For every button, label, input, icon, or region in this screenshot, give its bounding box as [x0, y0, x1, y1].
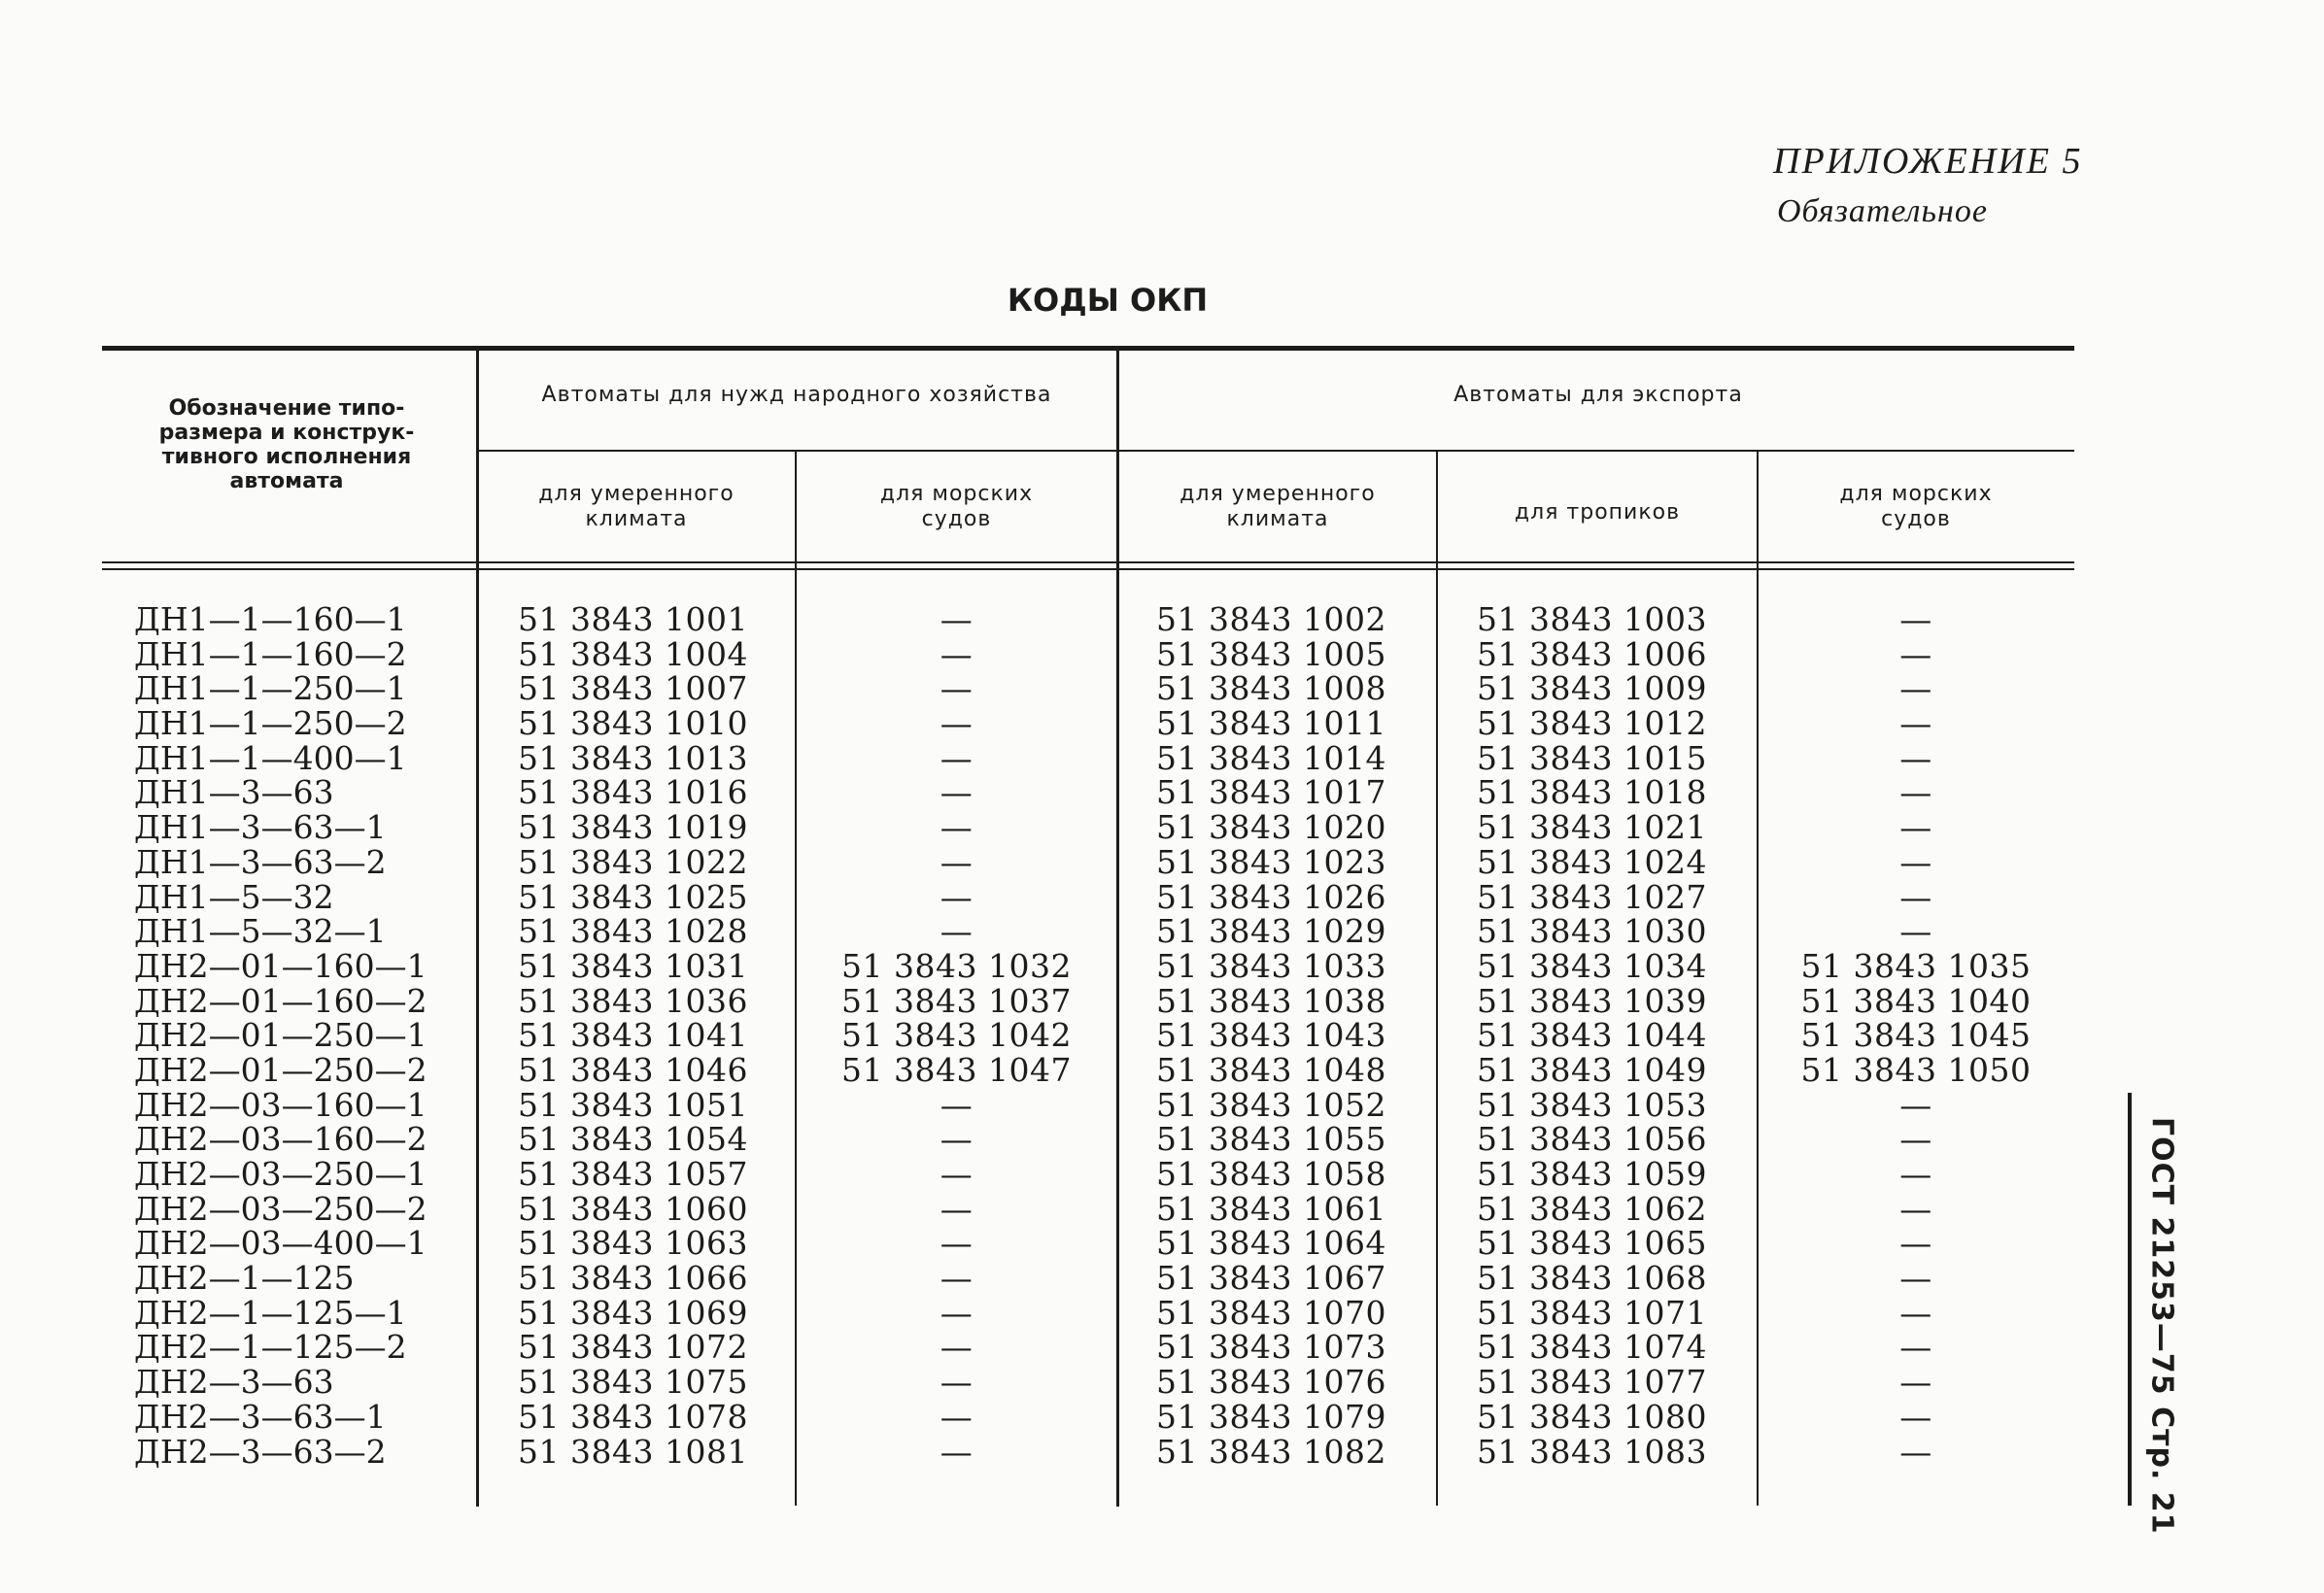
domestic-temperate-cell: 51 3843 1007	[518, 669, 748, 708]
export-temperate-cell: 51 3843 1052	[1156, 1085, 1386, 1124]
domestic-temperate-cell: 51 3843 1031	[518, 946, 748, 985]
domestic-marine-cell: —	[940, 773, 974, 812]
side-label: ГОСТ 21253—75 Стр. 21	[2144, 1117, 2179, 1535]
domestic-temperate-cell: 51 3843 1075	[518, 1363, 748, 1402]
export-marine-cell: —	[1899, 1293, 1932, 1332]
designation-cell: ДН2—01—160—1	[134, 946, 427, 985]
designation-cell: ДН2—03—160—2	[134, 1120, 427, 1159]
export-temperate-cell: 51 3843 1029	[1156, 912, 1386, 951]
designation-cell: ДН2—3—63—2	[134, 1432, 387, 1471]
designation-cell: ДН2—3—63	[134, 1363, 334, 1402]
export-temperate-cell: 51 3843 1005	[1156, 634, 1386, 673]
export-temperate-cell: 51 3843 1064	[1156, 1224, 1386, 1263]
export-tropics-cell: 51 3843 1083	[1477, 1432, 1707, 1471]
export-marine-cell: 51 3843 1035	[1800, 946, 2032, 985]
domestic-marine-cell: —	[940, 704, 974, 743]
designation-cell: ДН2—03—250—1	[134, 1155, 427, 1193]
export-tropics-cell: 51 3843 1034	[1477, 946, 1707, 985]
designation-cell: ДН2—1—125	[134, 1259, 355, 1298]
column-export-marine	[1760, 602, 2071, 1469]
export-marine-cell: —	[1899, 912, 1932, 951]
designation-cell: ДН1—1—250—2	[134, 704, 407, 743]
domestic-marine-cell: —	[940, 808, 974, 847]
export-tropics-cell: 51 3843 1018	[1477, 773, 1707, 812]
domestic-marine-cell: —	[940, 738, 974, 777]
export-temperate-cell: 51 3843 1082	[1156, 1432, 1386, 1471]
domestic-marine-cell: —	[940, 669, 974, 708]
domestic-marine-cell: —	[940, 1293, 974, 1332]
domestic-temperate-cell: 51 3843 1072	[518, 1328, 748, 1367]
header-line: для морских	[1839, 482, 1993, 506]
export-marine-cell: —	[1899, 1085, 1932, 1124]
domestic-marine-cell: —	[940, 842, 974, 881]
header-export-temperate	[1121, 482, 1434, 532]
export-marine-cell: —	[1899, 1363, 1932, 1402]
domestic-marine-cell: —	[940, 912, 974, 951]
domestic-temperate-cell: 51 3843 1046	[518, 1050, 748, 1089]
designation-cell: ДН2—3—63—1	[134, 1397, 387, 1436]
domestic-marine-cell: —	[940, 1189, 974, 1228]
export-tropics-cell: 51 3843 1056	[1477, 1120, 1707, 1159]
export-marine-cell: —	[1899, 1432, 1932, 1471]
designation-cell: ДН2—03—400—1	[134, 1224, 427, 1263]
header-bottom-rule-2	[102, 568, 2074, 570]
appendix-header	[1773, 136, 2094, 237]
domestic-marine-cell: —	[940, 1328, 974, 1367]
vline-1	[476, 351, 479, 1507]
header-designation	[126, 396, 447, 493]
domestic-temperate-cell: 51 3843 1078	[518, 1397, 748, 1436]
domestic-marine-cell: —	[940, 1085, 974, 1124]
designation-cell: ДН1—1—250—1	[134, 669, 407, 708]
designation-cell: ДН1—3—63—1	[134, 808, 387, 847]
appendix-title: ПРИЛОЖЕНИЕ 5	[1773, 141, 2083, 182]
export-tropics-cell: 51 3843 1065	[1477, 1224, 1707, 1263]
header-designation-line: автомата	[229, 469, 344, 493]
export-marine-cell: —	[1899, 1328, 1932, 1367]
domestic-marine-cell: —	[940, 1259, 974, 1298]
export-temperate-cell: 51 3843 1073	[1156, 1328, 1386, 1367]
export-tropics-cell: 51 3843 1044	[1477, 1016, 1707, 1055]
domestic-marine-cell: —	[940, 634, 974, 673]
export-tropics-cell: 51 3843 1074	[1477, 1328, 1707, 1367]
column-export-temperate	[1156, 602, 1386, 1469]
domestic-temperate-cell: 51 3843 1081	[518, 1432, 748, 1471]
appendix-subtitle: Обязательное	[1777, 193, 1988, 229]
designation-cell: ДН1—5—32	[134, 877, 334, 916]
domestic-marine-cell: —	[940, 1432, 974, 1471]
domestic-marine-cell: —	[940, 1224, 974, 1263]
export-temperate-cell: 51 3843 1014	[1156, 738, 1386, 777]
designation-cell: ДН2—01—250—1	[134, 1016, 427, 1055]
designation-cell: ДН1—1—160—1	[134, 600, 407, 638]
domestic-temperate-cell: 51 3843 1036	[518, 981, 748, 1020]
export-temperate-cell: 51 3843 1043	[1156, 1016, 1386, 1055]
header-domestic-temperate	[481, 482, 792, 532]
export-temperate-cell: 51 3843 1067	[1156, 1259, 1386, 1298]
domestic-temperate-cell: 51 3843 1066	[518, 1259, 748, 1298]
header-line: климата	[585, 507, 688, 531]
vline-4	[1436, 452, 1438, 1506]
domestic-temperate-cell: 51 3843 1019	[518, 808, 748, 847]
export-temperate-cell: 51 3843 1008	[1156, 669, 1386, 708]
export-marine-cell: —	[1899, 704, 1932, 743]
export-temperate-cell: 51 3843 1055	[1156, 1120, 1386, 1159]
domestic-marine-cell: 51 3843 1047	[841, 1050, 1072, 1089]
vline-3	[1116, 351, 1119, 1507]
export-marine-cell: 51 3843 1040	[1800, 981, 2032, 1020]
header-export-marine	[1760, 482, 2071, 532]
export-temperate-cell: 51 3843 1048	[1156, 1050, 1386, 1089]
table-top-rule	[102, 346, 2074, 351]
domestic-marine-cell: —	[940, 1120, 974, 1159]
export-tropics-cell: 51 3843 1009	[1477, 669, 1707, 708]
side-label-box	[2142, 1117, 2181, 1535]
export-tropics-cell: 51 3843 1021	[1477, 808, 1707, 847]
export-tropics-cell: 51 3843 1027	[1477, 877, 1707, 916]
domestic-temperate-cell: 51 3843 1028	[518, 912, 748, 951]
column-export-tropics	[1477, 602, 1707, 1469]
export-tropics-cell: 51 3843 1080	[1477, 1397, 1707, 1436]
export-temperate-cell: 51 3843 1058	[1156, 1155, 1386, 1193]
export-temperate-cell: 51 3843 1038	[1156, 981, 1386, 1020]
export-marine-cell: —	[1899, 669, 1932, 708]
export-marine-cell: —	[1899, 1259, 1932, 1298]
domestic-temperate-cell: 51 3843 1060	[518, 1189, 748, 1228]
header-designation-line: размера и конструк-	[158, 421, 415, 445]
export-marine-cell: —	[1899, 1189, 1932, 1228]
domestic-marine-cell: —	[940, 1363, 974, 1402]
export-marine-cell: —	[1899, 808, 1932, 847]
header-line: судов	[921, 507, 992, 531]
header-export-tropics: для тропиков	[1514, 500, 1681, 525]
header-line: климата	[1226, 507, 1329, 531]
export-tropics-cell: 51 3843 1071	[1477, 1293, 1707, 1332]
export-marine-cell: —	[1899, 634, 1932, 673]
export-temperate-cell: 51 3843 1033	[1156, 946, 1386, 985]
domestic-temperate-cell: 51 3843 1001	[518, 600, 748, 638]
designation-cell: ДН1—1—160—2	[134, 634, 407, 673]
side-rule	[2128, 1093, 2132, 1506]
export-marine-cell: —	[1899, 842, 1932, 881]
domestic-temperate-cell: 51 3843 1057	[518, 1155, 748, 1193]
domestic-temperate-cell: 51 3843 1063	[518, 1224, 748, 1263]
export-temperate-cell: 51 3843 1061	[1156, 1189, 1386, 1228]
domestic-marine-cell: —	[940, 877, 974, 916]
export-tropics-cell: 51 3843 1003	[1477, 600, 1707, 638]
header-bottom-rule-1	[102, 561, 2074, 563]
header-line: для морских	[879, 482, 1034, 506]
export-tropics-cell: 51 3843 1015	[1477, 738, 1707, 777]
export-tropics-cell: 51 3843 1068	[1477, 1259, 1707, 1298]
domestic-temperate-cell: 51 3843 1041	[518, 1016, 748, 1055]
domestic-marine-cell: 51 3843 1037	[841, 981, 1072, 1020]
designation-cell: ДН1—5—32—1	[134, 912, 387, 951]
export-marine-cell: 51 3843 1050	[1800, 1050, 2032, 1089]
export-temperate-cell: 51 3843 1011	[1156, 704, 1386, 743]
designation-cell: ДН2—03—250—2	[134, 1189, 427, 1228]
designation-cell: ДН2—1—125—2	[134, 1328, 407, 1367]
domestic-marine-cell: —	[940, 1155, 974, 1193]
export-tropics-cell: 51 3843 1030	[1477, 912, 1707, 951]
export-temperate-cell: 51 3843 1026	[1156, 877, 1386, 916]
domestic-temperate-cell: 51 3843 1016	[518, 773, 748, 812]
designation-cell: ДН2—01—160—2	[134, 981, 427, 1020]
domestic-marine-cell: 51 3843 1042	[841, 1016, 1072, 1055]
export-marine-cell: —	[1899, 600, 1932, 638]
vline-2	[795, 452, 797, 1506]
header-designation-line: тивного исполнения	[161, 445, 412, 469]
table-title: КОДЫ ОКП	[1007, 282, 1209, 319]
export-marine-cell: —	[1899, 1155, 1932, 1193]
header-domestic-marine	[799, 482, 1114, 532]
export-temperate-cell: 51 3843 1020	[1156, 808, 1386, 847]
export-marine-cell: —	[1899, 1120, 1932, 1159]
domestic-marine-cell: —	[940, 600, 974, 638]
header-line: для умеренного	[538, 482, 735, 506]
domestic-temperate-cell: 51 3843 1069	[518, 1293, 748, 1332]
domestic-temperate-cell: 51 3843 1025	[518, 877, 748, 916]
export-marine-cell: —	[1899, 738, 1932, 777]
export-tropics-cell: 51 3843 1024	[1477, 842, 1707, 881]
header-line: судов	[1881, 507, 1951, 531]
export-tropics-cell: 51 3843 1049	[1477, 1050, 1707, 1089]
export-temperate-cell: 51 3843 1079	[1156, 1397, 1386, 1436]
export-temperate-cell: 51 3843 1023	[1156, 842, 1386, 881]
column-domestic-marine	[799, 602, 1114, 1469]
designation-cell: ДН2—01—250—2	[134, 1050, 427, 1089]
export-marine-cell: 51 3843 1045	[1800, 1016, 2032, 1055]
domestic-temperate-cell: 51 3843 1022	[518, 842, 748, 881]
export-tropics-cell: 51 3843 1077	[1477, 1363, 1707, 1402]
domestic-temperate-cell: 51 3843 1051	[518, 1085, 748, 1124]
domestic-marine-cell: —	[940, 1397, 974, 1436]
export-tropics-cell: 51 3843 1059	[1477, 1155, 1707, 1193]
domestic-temperate-cell: 51 3843 1054	[518, 1120, 748, 1159]
export-tropics-cell: 51 3843 1006	[1477, 634, 1707, 673]
export-temperate-cell: 51 3843 1076	[1156, 1363, 1386, 1402]
header-domestic: Автоматы для нужд народного хозяйства	[541, 383, 1052, 407]
designation-cell: ДН1—3—63	[134, 773, 334, 812]
export-tropics-cell: 51 3843 1012	[1477, 704, 1707, 743]
column-domestic-temperate	[518, 602, 748, 1469]
header-designation-line: Обозначение типо-	[168, 396, 405, 421]
vline-5	[1757, 452, 1759, 1506]
export-tropics-cell: 51 3843 1039	[1477, 981, 1707, 1020]
export-temperate-cell: 51 3843 1002	[1156, 600, 1386, 638]
header-export: Автоматы для экспорта	[1453, 383, 1743, 407]
export-marine-cell: —	[1899, 1397, 1932, 1436]
domestic-temperate-cell: 51 3843 1013	[518, 738, 748, 777]
designation-cell: ДН1—3—63—2	[134, 842, 387, 881]
group-header-rule	[476, 450, 2074, 452]
export-marine-cell: —	[1899, 877, 1932, 916]
export-temperate-cell: 51 3843 1070	[1156, 1293, 1386, 1332]
domestic-marine-cell: 51 3843 1032	[841, 946, 1072, 985]
designation-cell: ДН1—1—400—1	[134, 738, 407, 777]
header-line: для умеренного	[1179, 482, 1376, 506]
domestic-temperate-cell: 51 3843 1004	[518, 634, 748, 673]
export-marine-cell: —	[1899, 1224, 1932, 1263]
column-designation	[134, 602, 427, 1469]
export-marine-cell: —	[1899, 773, 1932, 812]
export-tropics-cell: 51 3843 1053	[1477, 1085, 1707, 1124]
export-temperate-cell: 51 3843 1017	[1156, 773, 1386, 812]
designation-cell: ДН2—1—125—1	[134, 1293, 407, 1332]
domestic-temperate-cell: 51 3843 1010	[518, 704, 748, 743]
export-tropics-cell: 51 3843 1062	[1477, 1189, 1707, 1228]
designation-cell: ДН2—03—160—1	[134, 1085, 427, 1124]
